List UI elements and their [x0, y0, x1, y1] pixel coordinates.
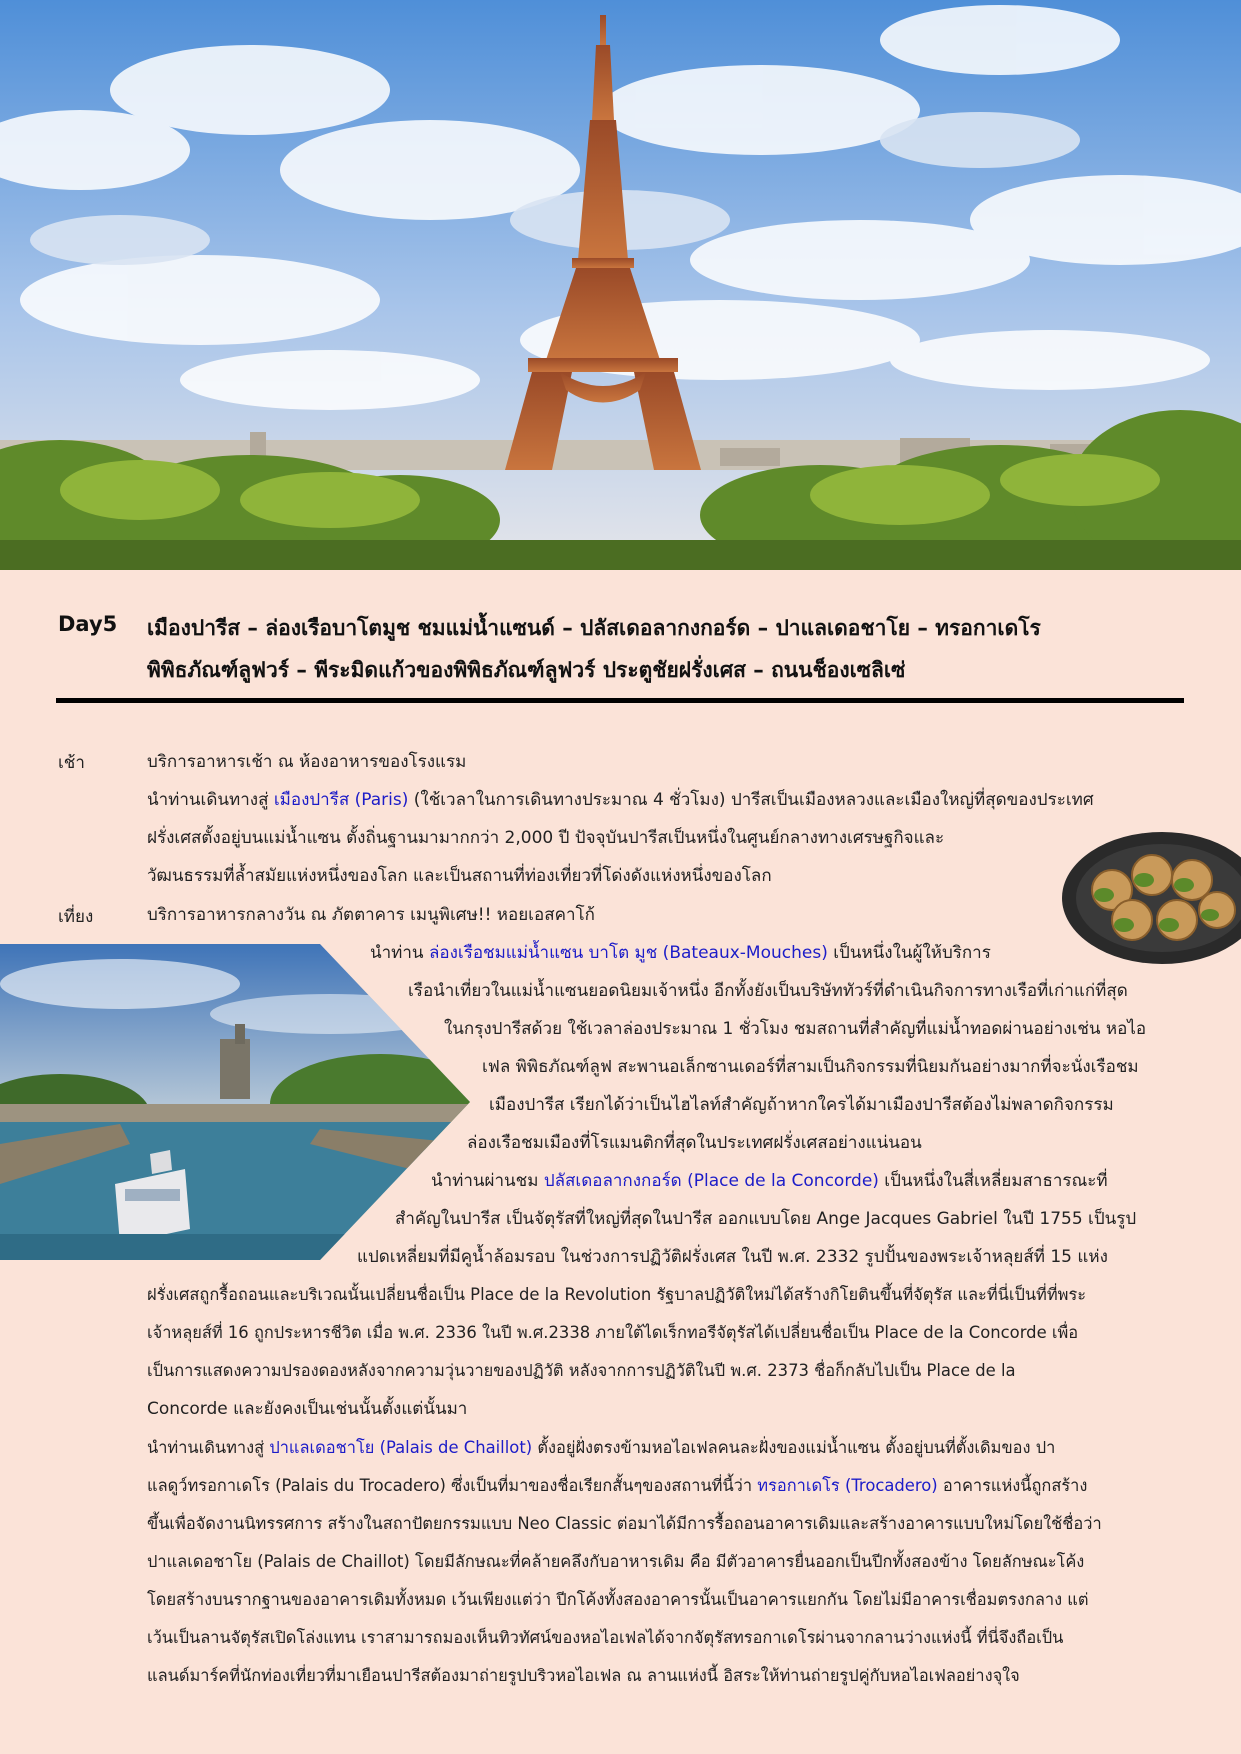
- title-divider: [56, 698, 1184, 703]
- escargot-image: [1052, 820, 1241, 970]
- chaillot-line-3: ขึ้นเพื่อจัดงานนิทรรศการ สร้างในสถาปัตยกรรมแบบ Neo Classic ต่อมาได้มีการรื้อถอนอาคารเดิมและสร้างอาคารแบบใหม่โดยใช้ชื่อว่า: [147, 1514, 1102, 1533]
- cruise-line-5: เมืองปารีส เรียกได้ว่าเป็นไฮไลท์สำคัญถ้าหากใครได้มาเมืองปารีสต้องไม่พลาดกิจกรรม: [489, 1095, 1114, 1115]
- day-title-line-1: เมืองปารีส – ล่องเรือบาโตมูช ชมแม่น้ำแซนด์ – ปลัสเดอลากงกอร์ด – ปาแลเดอชาโย – ทรอกาเดโร: [147, 616, 1041, 640]
- paris-link-text: เมืองปารีส (Paris): [273, 790, 409, 810]
- cruise-line-2: เรือนำเที่ยวในแม่น้ำแซนยอดนิยมเจ้าหนึ่ง อีกทั้งยังเป็นบริษัททัวร์ที่ดำเนินกิจการทางเรือที่เก่าแก่ที่สุด: [408, 981, 1128, 1001]
- day-title-line-2: พิพิธภัณฑ์ลูฟวร์ – พีระมิดแก้วของพิพิธภัณฑ์ลูฟวร์ ประตูชัยฝรั่งเศส – ถนนช็องเซลิเซ่: [147, 658, 906, 682]
- cruise-line-4: เฟล พิพิธภัณฑ์ลูฟ สะพานอเล็กซานเดอร์ที่สามเป็นกิจกรรมที่นิยมกันอย่างมากที่จะนั่งเรือชม: [482, 1057, 1139, 1077]
- concorde-line-5: เจ้าหลุยส์ที่ 16 ถูกประหารชีวิต เมื่อ พ.ศ. 2336 ในปี พ.ศ.2338 ภายใต้ไดเร็กทอรีจัตุรัสได้เปลี่ยนชื่อเป็น Place de la Concorde เพื่อ: [147, 1323, 1079, 1342]
- cruise-line-3: ในกรุงปารีสด้วย ใช้เวลาล่องประมาณ 1 ชั่วโมง ชมสถานที่สำคัญที่แม่น้ำทอดผ่านอย่างเช่น หอไอ: [444, 1019, 1147, 1039]
- chaillot-line-4: ปาแลเดอชาโย (Palais de Chaillot) โดยมีลักษณะที่คล้ายคลึงกับอาหารเดิม คือ มีตัวอาคารยื่นออกเป็นปีกทั้งสองข้าง โดยลักษณะโค้ง: [147, 1552, 1085, 1571]
- chaillot-line-7: แลนด์มาร์คที่นักท่องเที่ยวที่มาเยือนปารีสต้องมาถ่ายรูปบริวหอไอเฟล ณ ลานแห่งนี้ อิสระให้ท่านถ่ายรูปคู่กับหอไอเฟลอย่างจุใจ: [147, 1666, 1020, 1685]
- morning-line-2: นำท่านเดินทางสู่ เมืองปารีส (Paris) (ใช้เวลาในการเดินทางประมาณ 4 ชั่วโมง) ปารีสเป็นเมืองหลวงและเมืองใหญ่ที่สุดของประเทศ: [147, 790, 1094, 810]
- concorde-line-6: เป็นการแสดงความปรองดองหลังจากความวุ่นวายของปฏิวัติ หลังจากการปฏิวัติในปี พ.ศ. 2373 ชื่อก็กลับไปเป็น Place de la: [147, 1361, 1016, 1380]
- day-label: Day5: [58, 612, 118, 636]
- morning-line-1: บริการอาหารเช้า ณ ห้องอาหารของโรงแรม: [147, 752, 467, 772]
- concorde-line-1: นำท่านผ่านชม ปลัสเดอลากงกอร์ด (Place de la Concorde) เป็นหนึ่งในสี่เหลี่ยมสาธารณะที่: [431, 1171, 1108, 1191]
- hero-eiffel-image: [0, 0, 1241, 570]
- morning-line-3: ฝรั่งเศสตั้งอยู่บนแม่น้ำแซน ตั้งถิ่นฐานมามากกว่า 2,000 ปี ปัจจุบันปารีสเป็นหนึ่งในศูนย์กลางทางเศรษฐกิจและ: [147, 828, 945, 848]
- morning-line-4: วัฒนธรรมที่ล้ำสมัยแห่งหนึ่งของโลก และเป็นสถานที่ท่องเที่ยวที่โด่งดังแห่งหนึ่งของโลก: [147, 866, 772, 886]
- morning-label: เช้า: [58, 753, 85, 773]
- noon-line-1: บริการอาหารกลางวัน ณ ภัตตาคาร เมนูพิเศษ!! หอยเอสคาโก้: [147, 905, 595, 925]
- chaillot-line-6: เว้นเป็นลานจัตุรัสเปิดโล่งแทน เราสามารถมองเห็นทิวทัศน์ของหอไอเฟลได้จากจัตุรัสทรอกาเดโรผ่านจากลานว่างแห่งนี้ ที่นี่จึงถือเป็น: [147, 1628, 1064, 1647]
- chaillot-line-5: โดยสร้างบนรากฐานของอาคารเดิมทั้งหมด เว้นเพียงแต่ว่า ปีกโค้งทั้งสองอาคารนั้นเป็นอาคารแยกกัน โดยไม่มีอาคารเชื่อมตรงกลาง แต่: [147, 1590, 1089, 1609]
- chaillot-line-1: นำท่านเดินทางสู่ ปาแลเดอชาโย (Palais de Chaillot) ตั้งอยู่ฝั่งตรงข้ามหอไอเฟลคนละฝั่งของแม่น้ำแซน ตั้งอยู่บนที่ตั้งเดิมของ ปา: [147, 1438, 1056, 1457]
- cruise-line-1: นำท่าน ล่องเรือชมแม่น้ำแซน บาโต มูช (Bateaux-Mouches) เป็นหนึ่งในผู้ให้บริการ: [370, 943, 991, 963]
- noon-label: เที่ยง: [58, 907, 94, 927]
- chaillot-line-2: แลดูว์ทรอกาเดโร (Palais du Trocadero) ซึ่งเป็นที่มาของชื่อเรียกสั้นๆของสถานที่นี้ว่า ทรอกาเดโร (Trocadero) อาคารแห่งนี้ถูกสร้าง: [147, 1476, 1088, 1495]
- bateaux-mouches-link-text: ล่องเรือชมแม่น้ำแซน บาโต มูช (Bateaux-Mouches): [428, 943, 828, 963]
- chaillot-link-text: ปาแลเดอชาโย (Palais de Chaillot): [269, 1438, 533, 1457]
- cruise-line-6: ล่องเรือชมเมืองที่โรแมนติกที่สุดในประเทศฝรั่งเศสอย่างแน่นอน: [467, 1133, 922, 1153]
- concorde-line-2: สำคัญในปารีส เป็นจัตุรัสที่ใหญ่ที่สุดในปารีส ออกแบบโดย Ange Jacques Gabriel ในปี 1755 เป็นรูป: [395, 1209, 1137, 1229]
- trocadero-link-text: ทรอกาเดโร (Trocadero): [757, 1476, 938, 1495]
- concorde-line-3: แปดเหลี่ยมที่มีคูน้ำล้อมรอบ ในช่วงการปฏิวัติฝรั่งเศส ในปี พ.ศ. 2332 รูปปั้นของพระเจ้าหลุยส์ที่ 15 แห่ง: [357, 1247, 1108, 1267]
- concorde-line-4: ฝรั่งเศสถูกรื้อถอนและบริเวณนั้นเปลี่ยนชื่อเป็น Place de la Revolution รัฐบาลปฏิวัติใหม่ได้สร้างกิโยตินขึ้นที่จัตุรัส และที่นี่เป็นที่ที่พระ: [147, 1285, 1087, 1304]
- concorde-link-text: ปลัสเดอลากงกอร์ด (Place de la Concorde): [543, 1171, 879, 1191]
- concorde-line-7: Concorde และยังคงเป็นเช่นนั้นตั้งแต่นั้นมา: [147, 1399, 468, 1419]
